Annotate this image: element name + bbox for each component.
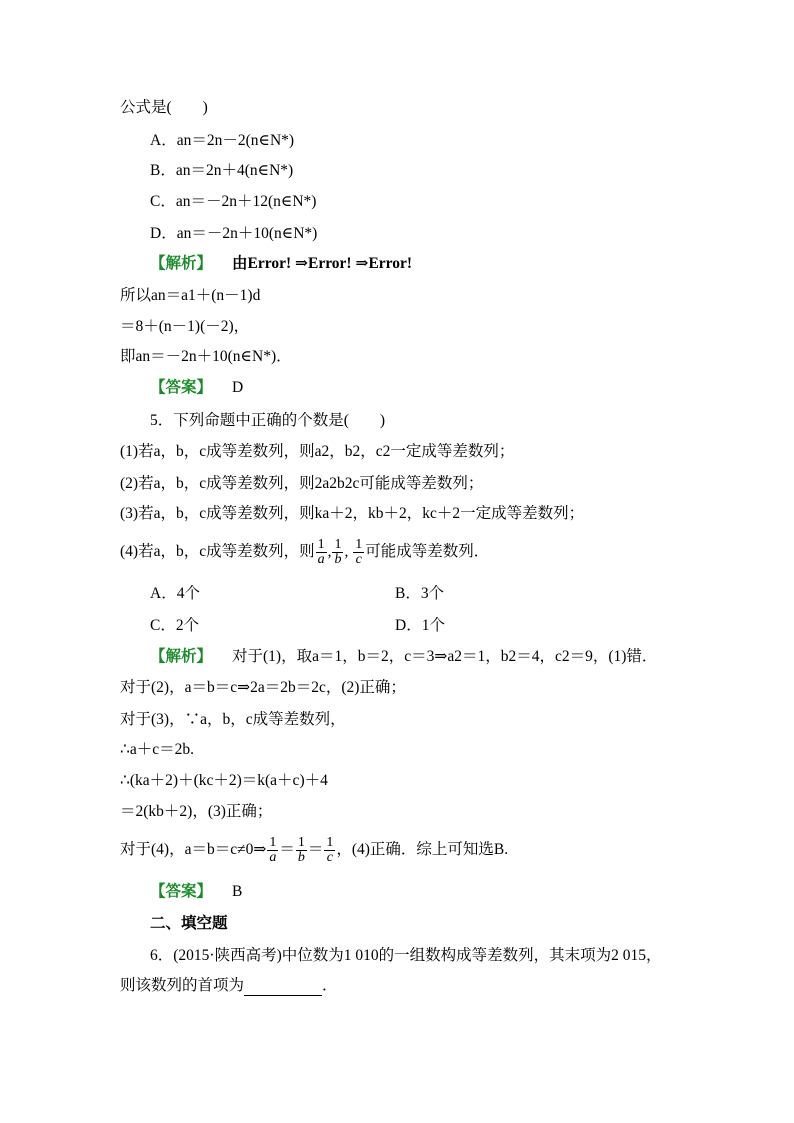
- fraction-1-a: $\frac{1}{a}$: [317, 536, 325, 567]
- answer-blank[interactable]: [244, 979, 322, 996]
- statement-2: (2)若a，b，c成等差数列，则2a2b2c可能成等差数列；: [120, 475, 484, 492]
- analysis-5-4: ∴a＋c＝2b.: [120, 741, 194, 758]
- answer-line: [150, 378, 243, 398]
- analysis-5-2: 对于(2)，a＝b＝c⇒2a＝2b＝2c，(2)正确；: [120, 679, 406, 696]
- analysis-5-7-end: ，(4)正确．综上可知选B.: [336, 841, 509, 858]
- question-6-cont: [120, 976, 338, 996]
- statement-4: (4)若a，b，c成等差数列，则 $\frac{1}{a}$ , $\frac{1}{b}$ , $\frac{1}{c}$ 可能成等差数列．: [120, 536, 490, 567]
- analysis-text: 由Error! ⇒Error! ⇒Error!: [232, 255, 413, 272]
- analysis-5-7: 对于(4)，a＝b＝c≠0⇒ $\frac{1}{a}$ ＝ $\frac{1}{b}$ ＝ $\frac{1}{c}$ ，(4)正确．综上可知选B.: [120, 834, 509, 865]
- derivation-1: 所以an＝a1＋(n－1)d: [120, 287, 261, 304]
- question-6: 6．(2015·陕西高考)中位数为1 010的一组数构成等差数列，其末项为2 015，: [150, 947, 662, 964]
- statement-3: (3)若a，b，c成等差数列，则ka＋2，kb＋2，kc＋2一定成等差数列；: [120, 505, 585, 522]
- option-5d: D．1个: [395, 617, 445, 634]
- statement-4-end: 可能成等差数列．: [365, 543, 490, 560]
- analysis-5-tag: 【解析】: [150, 648, 213, 665]
- fraction-2-a: $\frac{1}{a}$: [269, 834, 277, 865]
- analysis-line: [150, 254, 412, 274]
- analysis-5-text: 对于(1)，取a＝1，b＝2，c＝3⇒a2＝1，b2＝4，c2＝9，(1)错．: [232, 648, 658, 665]
- option-a: A．an＝2n－2(n∈N*): [150, 132, 295, 149]
- option-b: B．an＝2n＋4(n∈N*): [150, 162, 294, 179]
- fraction-2-c: $\frac{1}{c}$: [326, 834, 334, 865]
- fraction-1-b: $\frac{1}{b}$: [334, 536, 342, 567]
- option-5c: C．2个: [150, 617, 200, 634]
- analysis-5-7-text: 对于(4)，a＝b＝c≠0⇒: [120, 841, 267, 858]
- derivation-2: ＝8＋(n－1)(－2)，: [120, 318, 250, 335]
- option-d: D．an＝－2n＋10(n∈N*): [150, 225, 318, 242]
- analysis-5-line: [150, 647, 657, 667]
- question-6-end: ．: [322, 977, 338, 994]
- statement-4-text: (4)若a，b，c成等差数列，则: [120, 543, 315, 560]
- statement-1: (1)若a，b，c成等差数列，则a2，b2，c2一定成等差数列；: [120, 443, 515, 460]
- answer-text: D: [232, 379, 244, 396]
- analysis-5-6: ＝2(kb＋2)，(3)正确；: [120, 803, 273, 820]
- answer-5-line: [150, 882, 242, 902]
- option-c: C．an＝－2n＋12(n∈N*): [150, 193, 317, 210]
- option-5b: B．3个: [395, 585, 445, 602]
- section-heading: 二、填空题: [150, 915, 228, 932]
- answer-tag: 【答案】: [150, 379, 213, 396]
- derivation-3: 即an＝－2n＋10(n∈N*)．: [120, 348, 292, 365]
- fraction-2-b: $\frac{1}{b}$: [297, 834, 305, 865]
- answer-5-tag: 【答案】: [150, 883, 213, 900]
- answer-5-text: B: [232, 883, 243, 900]
- question-tail: 公式是( ): [120, 99, 208, 116]
- analysis-tag: 【解析】: [150, 255, 213, 272]
- option-5a: A．4个: [150, 585, 200, 602]
- question-6-text: 则该数列的首项为: [120, 977, 245, 994]
- question-5: 5．下列命题中正确的个数是( ): [150, 412, 386, 429]
- analysis-5-5: ∴(ka＋2)＋(kc＋2)＝k(a＋c)＋4: [120, 772, 328, 789]
- analysis-5-3: 对于(3)，∵a，b，c成等差数列，: [120, 711, 346, 728]
- fraction-1-c: $\frac{1}{c}$: [355, 536, 363, 567]
